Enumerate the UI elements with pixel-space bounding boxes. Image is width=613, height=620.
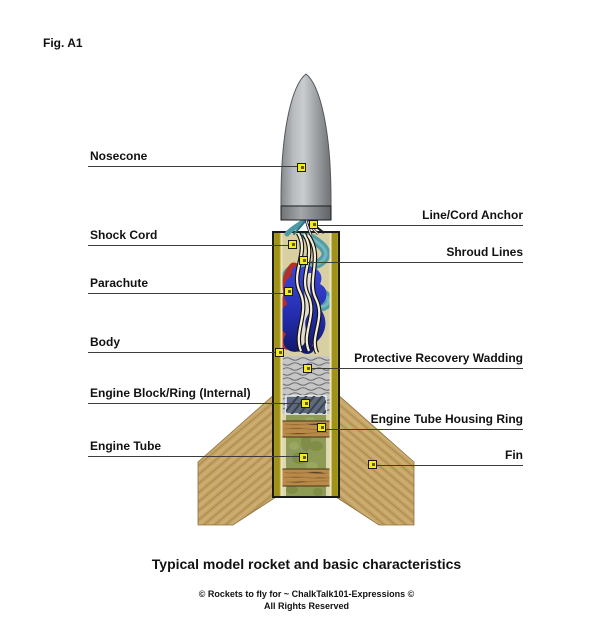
- label-housing-ring: Engine Tube Housing Ring: [370, 412, 523, 426]
- leader-line-recovery-wadding: [310, 368, 523, 369]
- body-marker-icon: [275, 348, 284, 357]
- label-recovery-wadding: Protective Recovery Wadding: [354, 351, 523, 365]
- line-cord-anchor-marker-icon: [309, 220, 318, 229]
- leader-line-housing-ring: [324, 429, 523, 430]
- label-shroud-lines: Shroud Lines: [446, 245, 523, 259]
- label-line-cord-anchor: Line/Cord Anchor: [422, 208, 523, 222]
- rights-reserved-line: All Rights Reserved: [263, 601, 350, 611]
- label-fin: Fin: [505, 448, 523, 462]
- label-shock-cord: Shock Cord: [90, 228, 158, 242]
- leader-line-nosecone: [88, 166, 299, 167]
- label-engine-block: Engine Block/Ring (Internal): [90, 386, 251, 400]
- caption: Typical model rocket and basic characteristics: [151, 556, 462, 572]
- label-engine-tube: Engine Tube: [90, 439, 162, 453]
- engine-tube-marker-icon: [299, 453, 308, 462]
- parachute-marker-icon: [284, 287, 293, 296]
- shock-cord-marker-icon: [288, 240, 297, 249]
- nosecone-art: [281, 74, 331, 220]
- leader-line-shock-cord: [88, 245, 289, 246]
- engine-block-marker-icon: [301, 399, 310, 408]
- label-body: Body: [90, 335, 120, 349]
- leader-line-parachute: [88, 293, 286, 294]
- label-nosecone: Nosecone: [90, 149, 148, 163]
- recovery-wadding-marker-icon: [303, 364, 312, 373]
- fin-left: [198, 393, 276, 525]
- shroud-lines-marker-icon: [299, 256, 308, 265]
- leader-line-engine-block: [88, 403, 302, 404]
- shroud-lines-art: [297, 233, 319, 353]
- nosecone-marker-icon: [297, 163, 306, 172]
- label-parachute: Parachute: [90, 276, 149, 290]
- leader-line-body: [88, 352, 277, 353]
- leader-line-line-cord-anchor: [316, 225, 523, 226]
- leader-line-engine-tube: [88, 456, 300, 457]
- copyright-line: © Rockets to fly for ~ ChalkTalk101-Expressions ©: [198, 589, 415, 599]
- leader-line-fin: [375, 465, 523, 466]
- leader-line-shroud-lines: [306, 262, 523, 263]
- fin-marker-icon: [368, 460, 377, 469]
- figure-number-label: Fig. A1: [43, 36, 83, 50]
- housing-ring-marker-icon: [317, 423, 326, 432]
